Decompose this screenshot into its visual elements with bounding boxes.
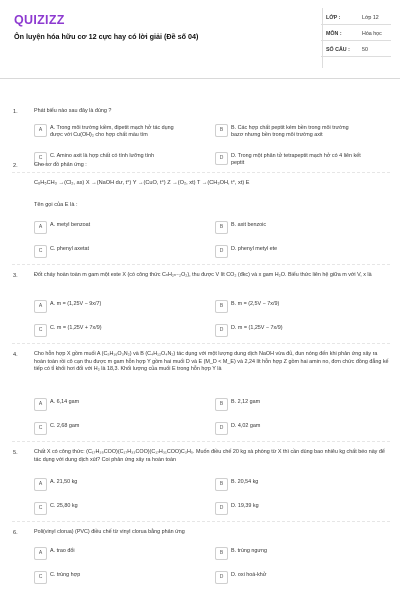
option-b-badge: B <box>215 547 228 560</box>
option-text: C. m = (1,25V + 7x/9) <box>50 325 102 331</box>
option-d-badge: D <box>215 502 228 515</box>
divider <box>12 172 390 173</box>
option-b-badge: B <box>215 124 228 137</box>
option-a-badge: A <box>34 398 47 411</box>
option-c-badge: C <box>34 422 47 435</box>
option-text: B. Các hợp chất peptit kém bền trong môi trường bazơ nhưng bền trong môi trường axit <box>231 125 349 139</box>
question-text: Cho hỗn hợp X gồm muối A (C₅H₁₆O₃N₂) và B (C₄H₁₂O₄N₂) tác dụng với một lượng dung dịch NaOH vừa đủ, đun nóng đến khi phản ứng xảy ra hoàn toàn rồi cô cạn thu được m gam hỗn hợp Y gồm hai muối D và E (M_D < M_E) và 2,24 lít hỗn hợp Z gồm hai amin no, đơn chức đồng đẳng kế tiếp có tỉ khối hơi đối với H₂ là 18,3. Khối lượng của muối E trong hỗn hợp Y là <box>34 351 389 373</box>
option-text: A. m = (1,25V − 9x/7) <box>50 301 102 307</box>
question-number: 4. <box>13 352 18 358</box>
option-text: D. 4,02 gam <box>231 423 261 429</box>
option-text: C. Amino axit là hợp chất có tính lưỡng tính <box>50 153 155 159</box>
option-text: A. trao đổi <box>50 548 75 554</box>
option-text: A. Trong môi trường kiềm, đipetit mạch hở tác dụng được với Cu(OH)₂ cho hợp chất màu tím <box>50 125 174 139</box>
option-text: C. trùng hợp <box>50 572 81 578</box>
divider <box>12 264 390 265</box>
option-c-badge: C <box>34 245 47 258</box>
option-a-badge: A <box>34 547 47 560</box>
question-text: Đốt cháy hoàn toàn m gam một este X (có công thức CₙH₂ₙ₋₂O₂), thu được V lít CO₂ (đkc) và x gam H₂O. Biểu thức liên hệ giữa m với V, x là <box>34 272 372 278</box>
question-subtext: Tên gọi của E là : <box>34 202 78 208</box>
question-text: Chất X có công thức: (C₁₇H₃₅COO)(C₁₇H₃₃COO)(C₁₇H₃₁COO)C₃H₅. Muốn điều chế 20 kg xà phòng từ X thì cần dùng bao nhiêu kg chất béo này để tác dụng với dung dịch xút? Coi phản ứng xảy ra hoàn toàn <box>34 449 385 463</box>
option-a-badge: A <box>34 221 47 234</box>
option-text: B. axit benzoic <box>231 222 267 228</box>
option-b-badge: B <box>215 478 228 491</box>
divider <box>12 521 390 522</box>
option-c-badge: C <box>34 502 47 515</box>
option-text: A. metyl benzoat <box>50 222 91 228</box>
option-a-badge: A <box>34 478 47 491</box>
option-c-badge: C <box>34 571 47 584</box>
question-number: 6. <box>13 530 18 536</box>
option-text: B. trùng ngưng <box>231 548 267 554</box>
question-text: Poli(vinyl clorua) (PVC) điều chế từ vinyl clorua bằng phản ứng <box>34 529 185 535</box>
option-text: D. m = (1,25V − 7x/9) <box>231 325 283 331</box>
divider <box>12 441 390 442</box>
option-b-badge: B <box>215 300 228 313</box>
quizizz-logo: QUIZIZZ <box>14 13 65 27</box>
option-text: D. Trong một phân tử tetrapeptit mạch hở có 4 liên kết peptit <box>231 153 361 167</box>
option-d-badge: D <box>215 422 228 435</box>
option-c-badge: C <box>34 152 47 165</box>
option-d-badge: D <box>215 324 228 337</box>
meta-subject: MÔN : Hóa học <box>321 28 391 41</box>
option-text: C. phenyl axetat <box>50 246 89 252</box>
page-title: Ôn luyện hóa hữu cơ 12 cực hay có lời giải (Đề số 04) <box>14 32 199 41</box>
option-text: D. oxi hoá-khử <box>231 572 267 578</box>
divider <box>12 343 390 344</box>
question-number: 5. <box>13 450 18 456</box>
option-text: D. 19,39 kg <box>231 503 259 509</box>
option-text: B. m = (2,5V − 7x/9) <box>231 301 280 307</box>
option-text: A. 21,50 kg <box>50 479 78 485</box>
question-text: Phát biểu nào sau đây là đúng ? <box>34 108 112 114</box>
option-text: C. 2,68 gam <box>50 423 80 429</box>
option-d-badge: D <box>215 245 228 258</box>
option-b-badge: B <box>215 398 228 411</box>
question-number: 2. <box>13 163 18 169</box>
option-d-badge: D <box>215 152 228 165</box>
option-text: B. 20,54 kg <box>231 479 259 485</box>
option-c-badge: C <box>34 324 47 337</box>
meta-question-count: SỐ CÂU : 50 <box>321 44 391 57</box>
option-a-badge: A <box>34 300 47 313</box>
meta-grade: LỚP : Lớp 12 <box>321 12 391 25</box>
option-b-badge: B <box>215 221 228 234</box>
question-number: 3. <box>13 273 18 279</box>
option-text: D. phenyl metyl ete <box>231 246 278 252</box>
option-text: B. 2,12 gam <box>231 399 261 405</box>
question-number: 1. <box>13 109 18 115</box>
question-text: Cho sơ đồ phản ứng : <box>34 162 87 168</box>
option-d-badge: D <box>215 571 228 584</box>
option-a-badge: A <box>34 124 47 137</box>
option-text: C. 25,80 kg <box>50 503 78 509</box>
option-text: A. 6,14 gam <box>50 399 80 405</box>
quiz-header <box>0 0 400 79</box>
reaction-scheme: C₆H₅CH₃ →(Cl₂, as) X →(NaOH dư, t°) Y →(CuO, t°) Z →(O₂, xt) T →(CH₃OH, t°, xt) E <box>34 180 250 186</box>
